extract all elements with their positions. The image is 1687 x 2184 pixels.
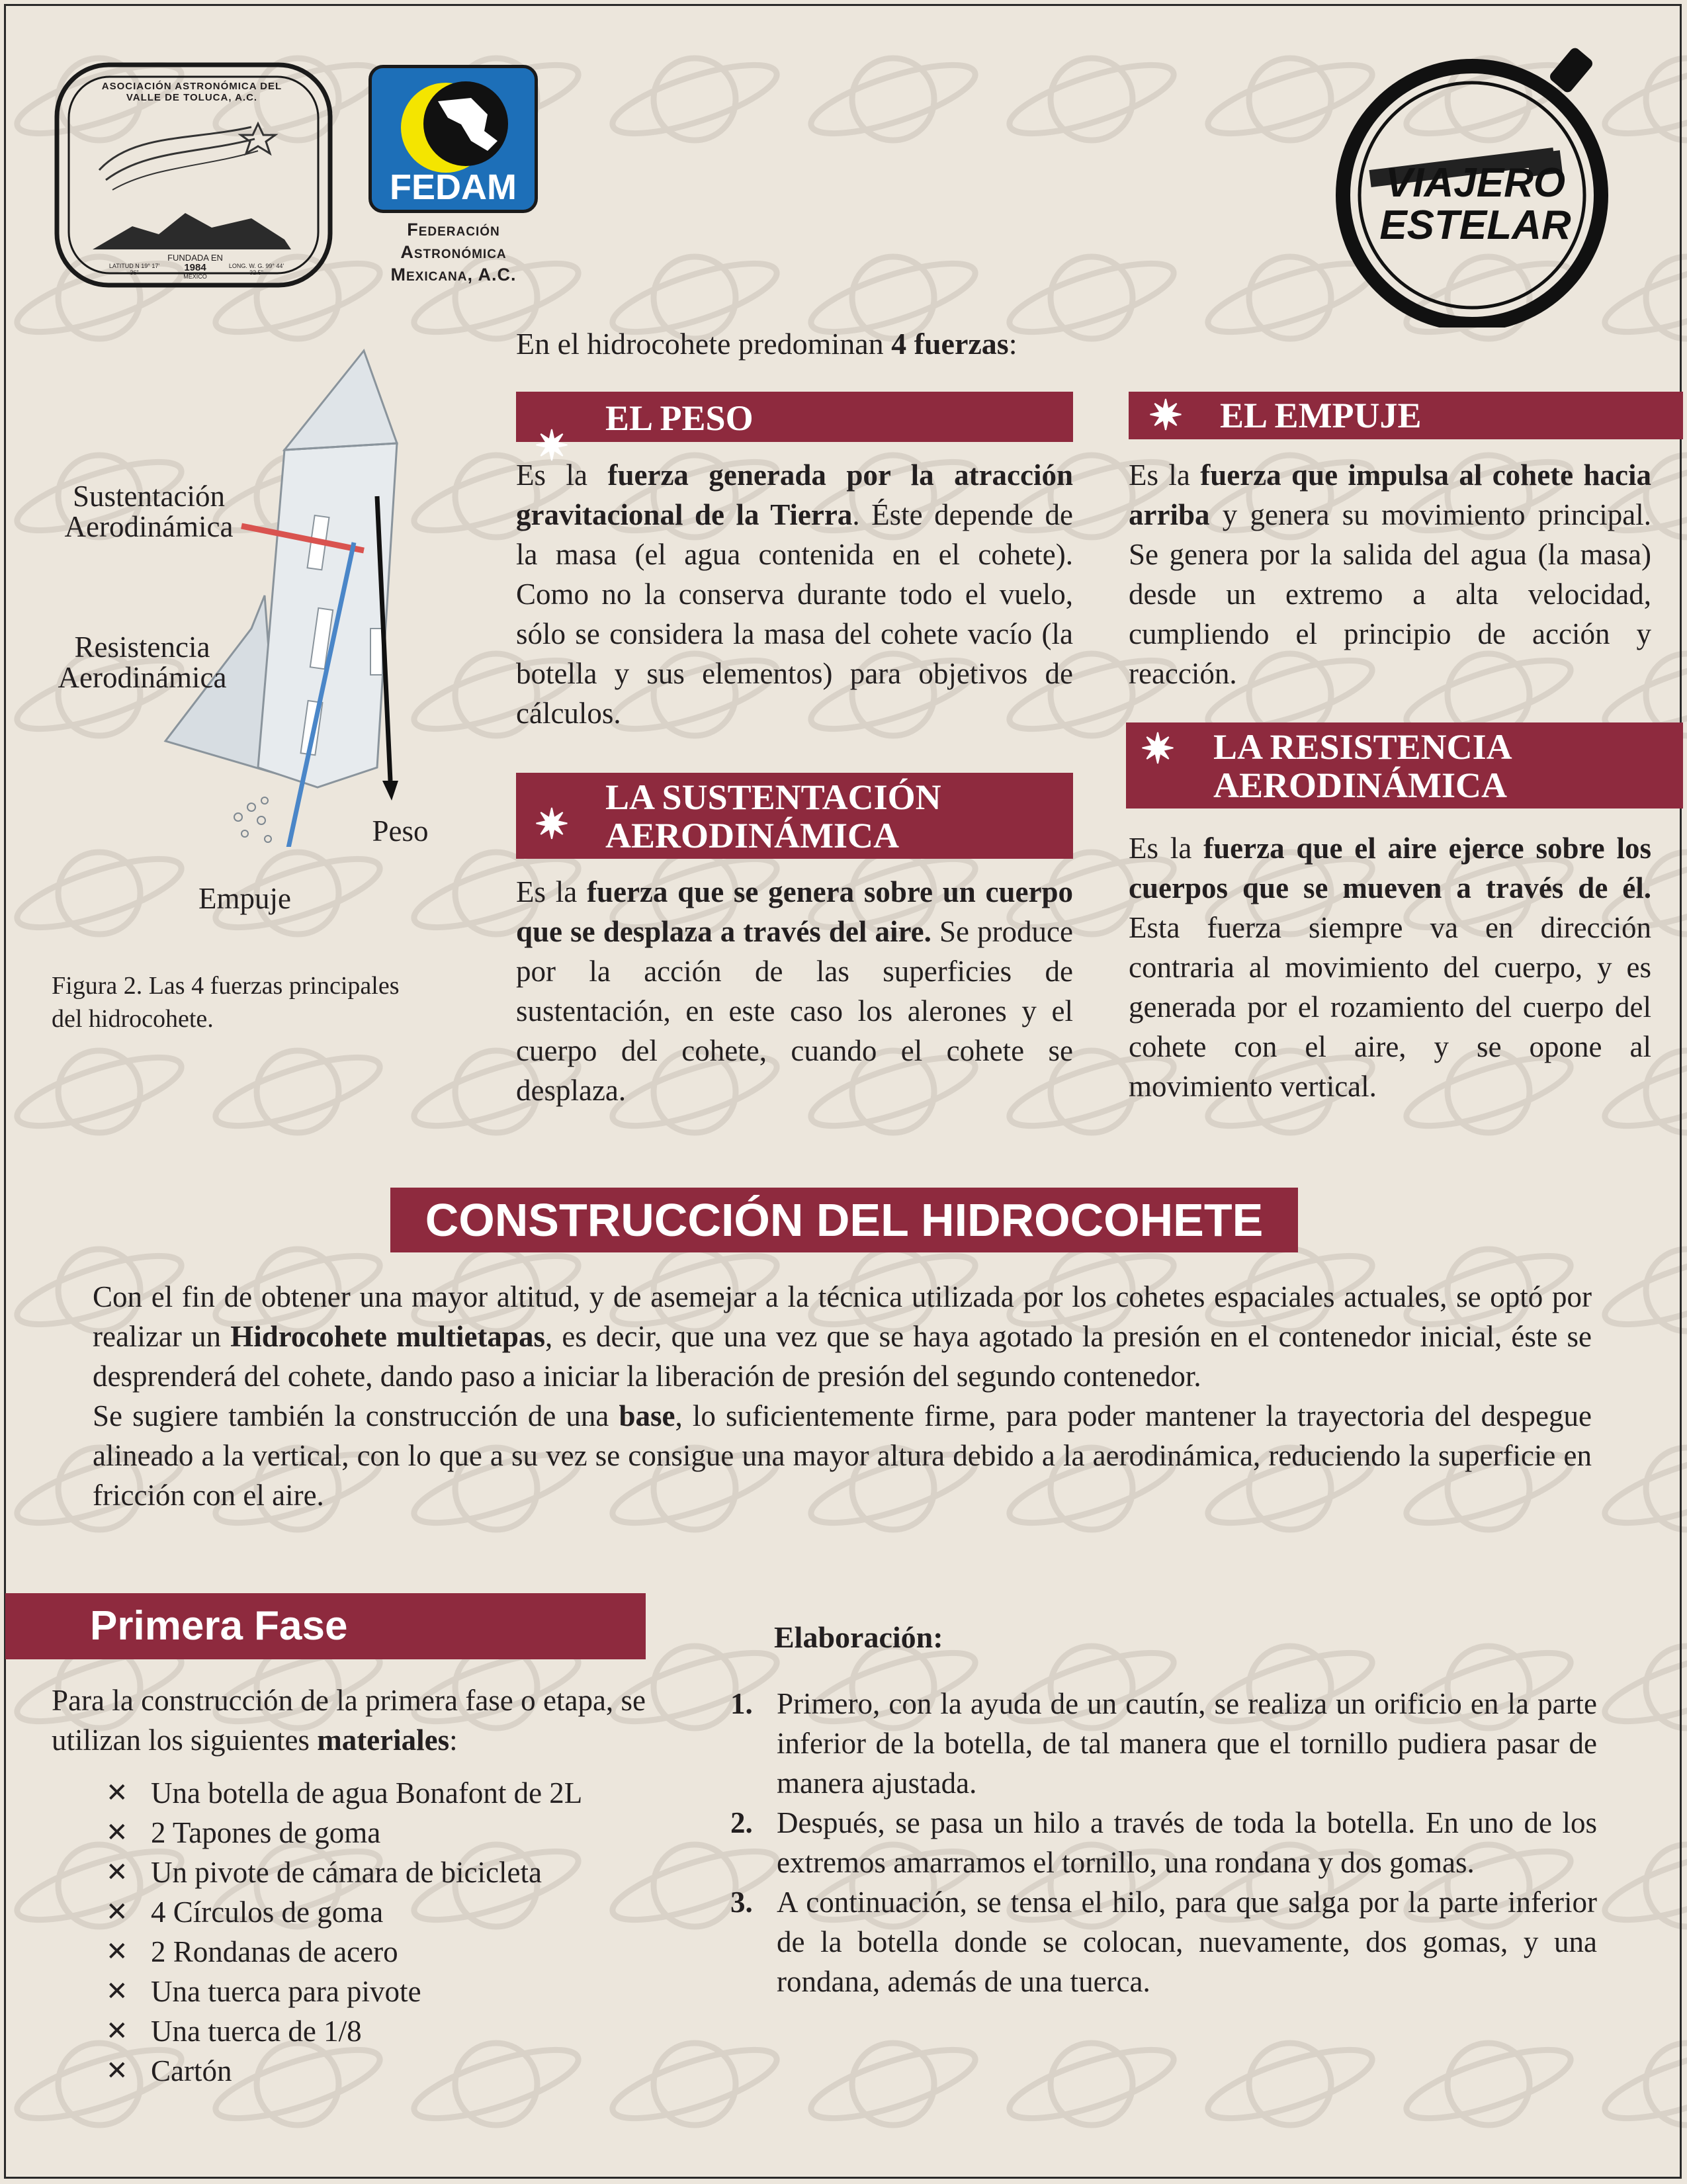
construccion-paragraph-1: Con el fin de obtener una mayor altitud, y de asemejar a la técnica utilizada por los cohetes espaciales actuales, se optó por realizar un Hidrocohete multietapas, es decir, que una vez que se haya agotado la presión en el contenedor inicial, éste se desprenderá del cohete, dando paso a iniciar la liberación de presión del segundo contenedor.: [93, 1280, 1592, 1393]
rocket-nose: [284, 351, 397, 450]
empuje-heading: ✷ EL EMPUJE: [1129, 392, 1683, 439]
resistencia-heading: ✷ LA RESISTENCIA AERODINÁMICA: [1126, 722, 1683, 808]
rocket-figure: [152, 344, 430, 847]
material-item: ✕ Cartón: [52, 2051, 647, 2091]
empuje-text: Es la fuerza que impulsa al cohete hacia arriba y genera su movimiento principal. Se genera por la salida del agua (la masa) desde un extremo a alta velocidad, cumpliendo el principio de acción y reacción.: [1129, 459, 1652, 690]
sustentacion-heading: ✷ LA SUSTENTACIÓN AERODINÁMICA: [516, 773, 1073, 859]
elaboracion-heading: Elaboración:: [774, 1620, 943, 1654]
sustentacion-text: Es la fuerza que se genera sobre un cuerpo que se desplaza a través del aire. Se produce por la acción de las superficies de sustentación, en este caso los alerones y el cuerpo del cohete, cuando el cohete se desplaza.: [516, 875, 1073, 1107]
fedam-line3: Mexicana, A.C.: [390, 265, 517, 284]
asociacion-founded-label: FUNDADA EN: [167, 253, 223, 263]
cross-icon: ✕: [106, 1937, 128, 1966]
step-item: 1. Primero, con la ayuda de un cautín, se realiza un orificio en la parte inferior de la botella, de tal manera que el tornillo pudiera pasar de manera ajustada.: [730, 1687, 1597, 1800]
construccion-body: [93, 1277, 1592, 1515]
asociacion-country: MÉXICO: [183, 273, 207, 280]
asociacion-latitude: LATITUD N 19° 17' 36": [108, 263, 160, 276]
asociacion-ring-text: ASOCIACIÓN ASTRONÓMICA DEL VALLE DE TOLUCA, A.C.: [101, 81, 282, 103]
primera-fase-heading: Primera Fase: [5, 1593, 646, 1659]
material-item: ✕ 2 Tapones de goma: [52, 1813, 647, 1853]
material-item: ✕ Una tuerca de 1/8: [52, 2011, 647, 2051]
construccion-paragraph-2: Se sugiere también la construcción de una base, lo suficientemente firme, para poder mantener la trayectoria del despegue alineado a la vertical, con lo que a su vez se consigue una mayor altura debido a la aerodinámica, reduciendo la superficie en fricción con el aire.: [93, 1399, 1592, 1512]
step-item: 3. A continuación, se tensa el hilo, para que salga por la parte inferior de la botella donde se colocan, nuevamente, dos gomas, y una rondana, además de una tuerca.: [730, 1886, 1597, 1998]
peso-text: Es la fuerza generada por la atracción gravitacional de la Tierra. Éste depende de la masa (el agua contenida en el cohete). Como no la conserva durante todo el vuelo, sólo se considera la masa del cohete vacío (la botella y sus elementos) para objetivos de cálculos.: [516, 459, 1074, 730]
label-peso: Peso: [372, 814, 429, 848]
asociacion-longitude: LONG. W. G. 99° 44' 32.5": [228, 263, 284, 276]
cross-icon: ✕: [106, 2056, 128, 2085]
fedam-line2: Astronómica: [400, 242, 507, 262]
label-sustentacion: Sustentación Aerodinámica: [64, 480, 234, 543]
material-item: ✕ 4 Círculos de goma: [52, 1892, 647, 1932]
fedam-line1: Federación: [407, 220, 500, 240]
cross-icon: ✕: [106, 1897, 128, 1927]
asociacion-founded-year: 1984: [184, 262, 206, 273]
cross-icon: ✕: [106, 2016, 128, 2046]
material-item: ✕ Un pivote de cámara de bicicleta: [52, 1853, 647, 1892]
viajero-text: VIAJERO: [1385, 160, 1566, 206]
fedam-badge: [368, 65, 538, 213]
asociacion-logo: [53, 61, 334, 289]
peso-heading: ✷ EL PESO: [516, 392, 1073, 442]
primera-fase-intro: Para la construcción de la primera fase o etapa, se utilizan los siguientes materiales:: [52, 1684, 646, 1757]
step-item: 2. Después, se pasa un hilo a través de toda la botella. En uno de los extremos amarramos el tornillo, una rondana y dos gomas.: [730, 1806, 1597, 1879]
star-icon: ✷: [1141, 727, 1175, 772]
star-icon: ✷: [1148, 394, 1183, 439]
fedam-abbr: FEDAM: [390, 167, 517, 207]
star-icon: ✷: [535, 803, 569, 848]
estelar-text: ESTELAR: [1379, 202, 1571, 248]
cross-icon: ✕: [106, 1778, 128, 1808]
fedam-logo: [366, 65, 541, 290]
cross-icon: ✕: [106, 1976, 128, 2006]
fedam-globe-icon: [372, 68, 535, 174]
cross-icon: ✕: [106, 1817, 128, 1847]
elaboracion-steps: [730, 1684, 1597, 2001]
label-resistencia: Resistencia Aerodinámica: [58, 631, 227, 694]
construccion-heading: CONSTRUCCIÓN DEL HIDROCOHETE: [390, 1188, 1298, 1252]
material-item: ✕ Una botella de agua Bonafont de 2L: [52, 1773, 647, 1813]
cross-icon: ✕: [106, 1857, 128, 1887]
intro-text: En el hidrocohete predominan 4 fuerzas:: [516, 327, 1017, 361]
label-empuje: Empuje: [198, 882, 291, 915]
material-item: ✕ Una tuerca para pivote: [52, 1972, 647, 2011]
star-icon: ✷: [535, 424, 569, 469]
resistencia-text: Es la fuerza que el aire ejerce sobre los cuerpos que se mueven a través de él. Esta fuerza siempre va en dirección contraria al movimiento del cuerpo, y es generada por el rozamiento del cuerpo del cohete con el aire, y se opone al movimiento vertical.: [1129, 832, 1651, 1103]
materials-list: [52, 1773, 647, 2091]
water-drops: [234, 797, 271, 842]
material-item: ✕ 2 Rondanas de acero: [52, 1932, 647, 1972]
figure-caption: Figura 2. Las 4 fuerzas principales del hidrocohete.: [52, 972, 400, 1033]
viajero-estelar-logo: [1330, 36, 1621, 328]
